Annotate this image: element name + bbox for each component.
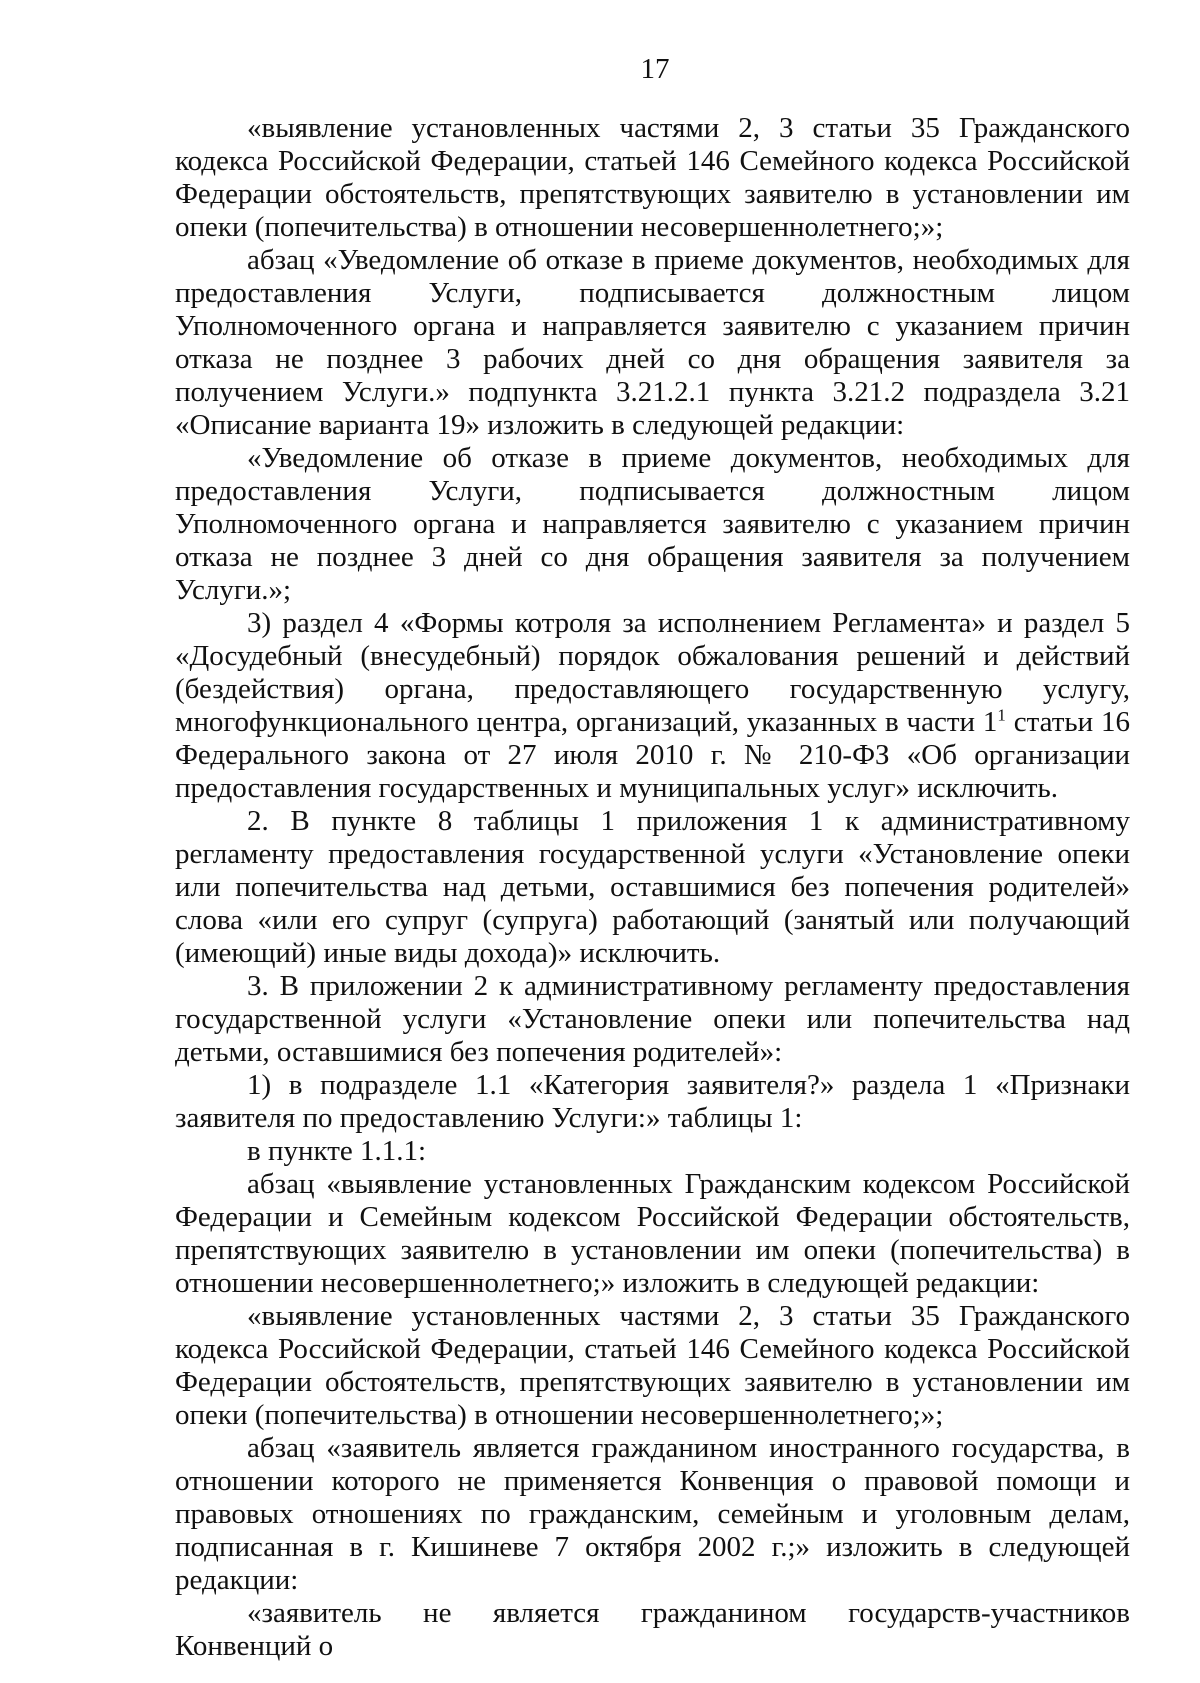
paragraph-text: статьи 16 Федерального закона от 27 июля 2010 г. № 210-ФЗ «Об организации предоставления государственных и муниципальных услуг» исключить. xyxy=(175,706,1130,804)
paragraph xyxy=(175,607,1130,805)
paragraph-text: 3) раздел 4 «Формы котроля за исполнением Регламента» и раздел 5 «Досудебный (внесудебный) порядок обжалования решений и действий (бездействия) органа, предоставляющего государственную услугу, многофункционального центра, организаций, указанных в части 1 xyxy=(175,607,1130,738)
paragraph: 1) в подразделе 1.1 «Категория заявителя?» раздела 1 «Признаки заявителя по предоставлению Услуги:» таблицы 1: xyxy=(175,1069,1130,1134)
superscript: 1 xyxy=(997,705,1006,725)
document-body xyxy=(175,112,1130,1663)
paragraph: абзац «заявитель является гражданином иностранного государства, в отношении которого не применяется Конвенция о правовой помощи и правовых отношениях по гражданским, семейным и уголовным делам, подписанная в г. Кишиневе 7 октября 2002 г.;» изложить в следующей редакции: xyxy=(175,1432,1130,1596)
paragraph: в пункте 1.1.1: xyxy=(247,1135,427,1167)
paragraph: абзац «Уведомление об отказе в приеме документов, необходимых для предоставления Услуги, подписывается должностным лицом Уполномоченного органа и направляется заявителю с указанием причин отказа не позднее 3 рабочих дней со дня обращения заявителя за получением Услуги.» подпункта 3.21.2.1 пункта 3.21.2 подраздела 3.21 «Описание варианта 19» изложить в следующей редакции: xyxy=(175,244,1130,441)
paragraph: абзац «выявление установленных Гражданским кодексом Российской Федерации и Семейным кодексом Российской Федерации обстоятельств, препятствующих заявителю в установлении им опеки (попечительства) в отношении несовершеннолетнего;» изложить в следующей редакции: xyxy=(175,1168,1130,1299)
paragraph: 2. В пункте 8 таблицы 1 приложения 1 к административному регламенту предоставления государственной услуги «Установление опеки или попечительства над детьми, оставшимися без попечения родителей» слова «или его супруг (супруга) работающий (занятый или получающий (имеющий) иные виды дохода)» исключить. xyxy=(175,805,1130,969)
page-number: 17 xyxy=(640,53,670,85)
paragraph: «Уведомление об отказе в приеме документов, необходимых для предоставления Услуги, подписывается должностным лицом Уполномоченного органа и направляется заявителю с указанием причин отказа не позднее 3 дней со дня обращения заявителя за получением Услуги.»; xyxy=(175,442,1130,606)
paragraph: «заявитель не является гражданином государств-участников Конвенций о xyxy=(175,1597,1130,1662)
paragraph: «выявление установленных частями 2, 3 статьи 35 Гражданского кодекса Российской Федерации, статьей 146 Семейного кодекса Российской Федерации обстоятельств, препятствующих заявителю в установлении им опеки (попечительства) в отношении несовершеннолетнего;»; xyxy=(175,1300,1130,1431)
paragraph: 3. В приложении 2 к административному регламенту предоставления государственной услуги «Установление опеки или попечительства над детьми, оставшимися без попечения родителей»: xyxy=(175,970,1130,1068)
paragraph: «выявление установленных частями 2, 3 статьи 35 Гражданского кодекса Российской Федерации, статьей 146 Семейного кодекса Российской Федерации обстоятельств, препятствующих заявителю в установлении им опеки (попечительства) в отношении несовершеннолетнего;»; xyxy=(175,112,1130,243)
